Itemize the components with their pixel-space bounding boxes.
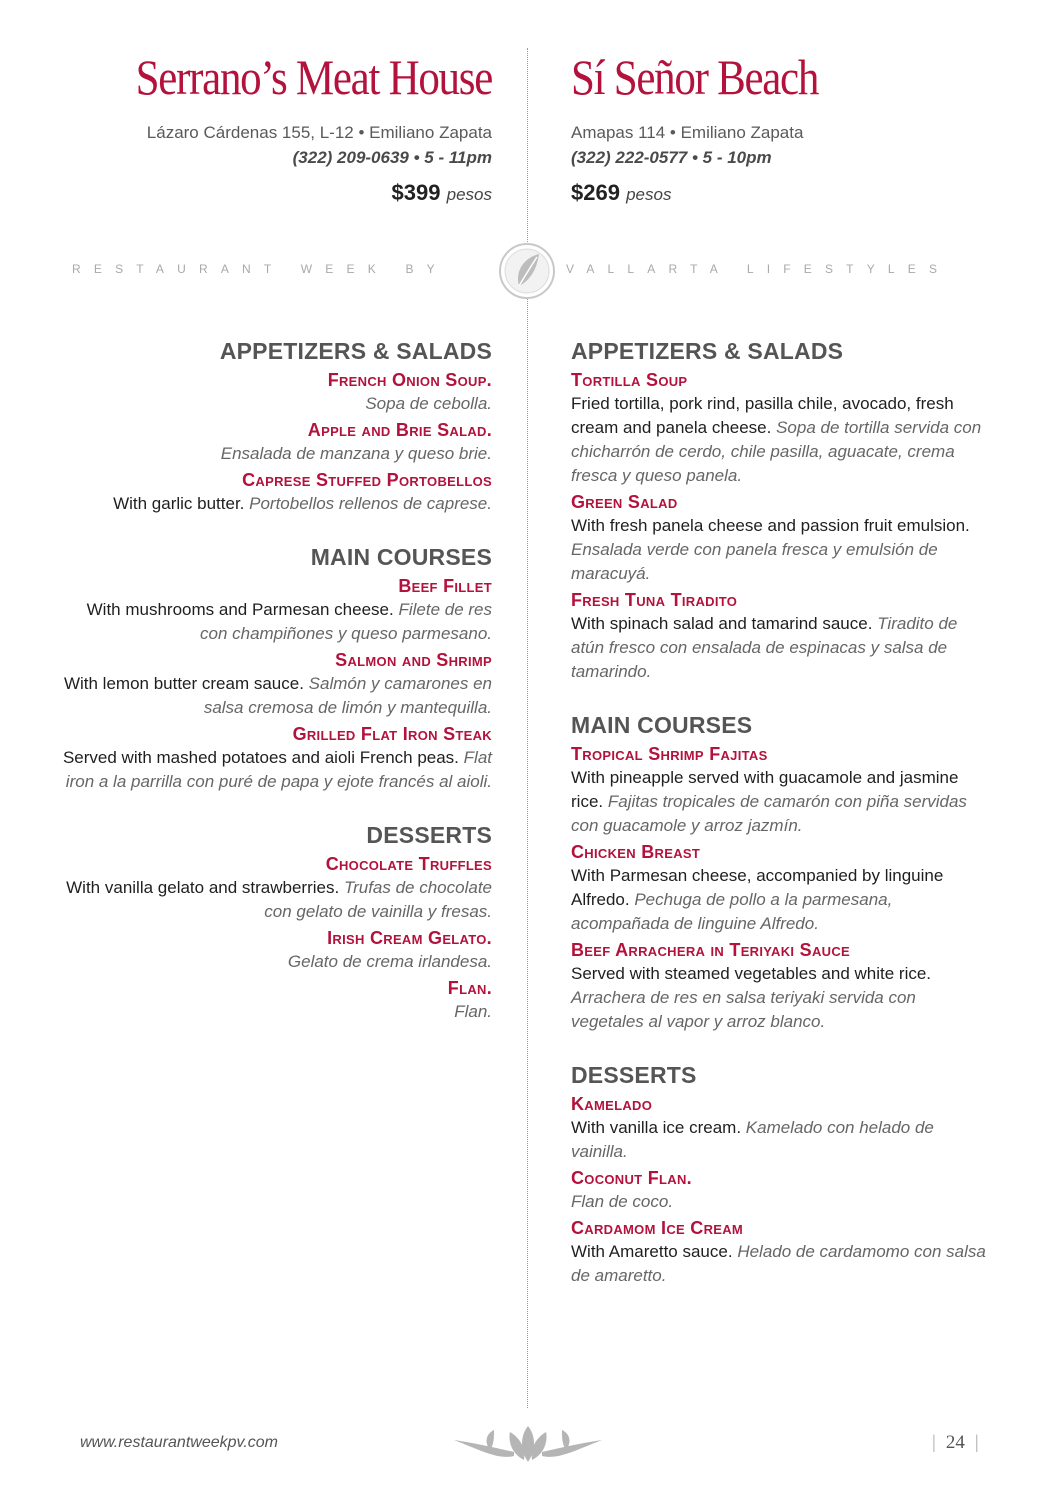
restaurant-name: Sí Señor Beach: [571, 49, 819, 105]
right-restaurant-header: [571, 48, 991, 210]
dish-description-en: With spinach salad and tamarind sauce.: [571, 614, 873, 633]
dish-name: Salmon and Shrimp: [335, 650, 492, 670]
dish-description-en: With mushrooms and Parmesan cheese.: [86, 600, 394, 619]
dish-description-en: Served with mashed potatoes and aioli French peas.: [62, 748, 459, 767]
dish-description: [571, 766, 991, 838]
dish-description-es: Kamelado con helado de vainilla.: [571, 1118, 934, 1161]
dish-description: [571, 1190, 991, 1214]
dish-description-es: Fajitas tropicales de camarón con piña servidas con guacamole y arroz jazmín.: [571, 792, 967, 835]
dish-description: [571, 514, 991, 586]
section-heading: MAIN COURSES: [310, 544, 492, 570]
dish-description: [571, 1240, 991, 1288]
section-heading: DESSERTS: [571, 1062, 697, 1088]
dish-name: Cardamom Ice Cream: [571, 1218, 744, 1238]
dish-name: Chocolate Truffles: [325, 854, 492, 874]
price-unit: pesos: [446, 185, 492, 204]
dish-description: [571, 864, 991, 936]
section-heading: APPETIZERS & SALADS: [219, 338, 492, 364]
left-restaurant-header: [60, 48, 492, 210]
price-amount: $269: [571, 180, 620, 205]
dish-description-es: Arrachera de res en salsa teriyaki servida con vegetales al vapor y arroz blanco.: [571, 988, 916, 1031]
dish-description-es: Portobellos rellenos de caprese.: [249, 494, 492, 513]
dish-description: [60, 1000, 492, 1024]
dish-description: [60, 876, 492, 924]
dish-description-en: With garlic butter.: [113, 494, 245, 513]
dish-description-es: Ensalada de manzana y queso brie.: [220, 444, 492, 463]
banner-right-text: VALLARTA LIFESTYLES: [566, 262, 951, 276]
dish-description: [60, 746, 492, 794]
restaurant-week-banner: [0, 242, 1041, 300]
dish-description-es: Helado de cardamomo con salsa de amaretto.: [571, 1242, 986, 1285]
dish-description-es: Flan.: [454, 1002, 492, 1021]
restaurant-name: Serrano’s Meat House: [135, 49, 492, 105]
dish-description: [60, 442, 492, 466]
dish-description: [60, 672, 492, 720]
floral-ornament-icon: [450, 1420, 606, 1470]
dish-description: [60, 598, 492, 646]
dish-description: [60, 492, 492, 516]
section-heading: APPETIZERS & SALADS: [571, 338, 844, 364]
page-number: [922, 1432, 989, 1454]
dish-description-es: Tiradito de atún fresco con ensalada de espinacas y salsa de tamarindo.: [571, 614, 958, 681]
dish-description-es: Sopa de cebolla.: [365, 394, 492, 413]
price-amount: $399: [391, 180, 441, 205]
page-number-bar-right: |: [974, 1432, 979, 1453]
dish-description-en: With Parmesan cheese, accompanied by linguine Alfredo.: [571, 866, 944, 909]
dish-name: Apple and Brie Salad.: [307, 420, 492, 440]
dish-name: Green Salad: [571, 492, 678, 512]
page-number-value: 24: [945, 1432, 965, 1453]
dish-description: [571, 1116, 991, 1164]
dish-name: Beef Fillet: [398, 576, 492, 596]
dish-name: Kamelado: [571, 1094, 653, 1114]
price-unit: pesos: [626, 185, 672, 204]
dish-description-es: Ensalada verde con panela fresca y emulsión de maracuyá.: [571, 540, 938, 583]
dish-description-es: Filete de res con champiñones y queso parmesano.: [199, 600, 492, 643]
dish-description: [571, 612, 991, 684]
dish-name: Flan.: [447, 978, 492, 998]
dish-description-es: Flan de coco.: [571, 1192, 674, 1211]
section-heading: DESSERTS: [366, 822, 492, 848]
dish-description-es: Gelato de crema irlandesa.: [287, 952, 492, 971]
restaurant-price: [60, 178, 492, 210]
footer-url[interactable]: www.restaurantweekpv.com: [80, 1434, 278, 1451]
restaurant-address: Lázaro Cárdenas 155, L-12 • Emiliano Zapata: [146, 123, 492, 142]
dish-description-es: Pechuga de pollo a la parmesana, acompañada de linguine Alfredo.: [571, 890, 893, 933]
dish-description-en: Fried tortilla, pork rind, pasilla chile, avocado, fresh cream and panela cheese.: [571, 394, 954, 437]
dish-description-en: With pineapple served with guacamole and jasmine rice.: [571, 768, 959, 811]
restaurant-price: [571, 178, 991, 210]
dish-description-en: With vanilla gelato and strawberries.: [66, 878, 340, 897]
restaurant-phone-hours: (322) 222-0577 • 5 - 10pm: [571, 148, 772, 167]
dish-description-es: Salmón y camarones en salsa cremosa de limón y mantequilla.: [203, 674, 492, 717]
restaurant-phone-hours: (322) 209-0639 • 5 - 11pm: [292, 148, 492, 167]
dish-description-en: Served with steamed vegetables and white rice.: [571, 964, 932, 983]
dish-description: [571, 962, 991, 1034]
dish-description-es: Flat iron a la parrilla con puré de papa y ejote francés al aioli.: [65, 748, 492, 791]
dish-name: Fresh Tuna Tiradito: [571, 590, 738, 610]
dish-description: [60, 950, 492, 974]
dish-name: Grilled Flat Iron Steak: [292, 724, 492, 744]
dish-name: Tropical Shrimp Fajitas: [571, 744, 768, 764]
restaurant-address: Amapas 114 • Emiliano Zapata: [571, 123, 804, 142]
dish-description: [571, 392, 991, 488]
dish-description: [60, 392, 492, 416]
dish-name: Beef Arrachera in Teriyaki Sauce: [571, 940, 850, 960]
dish-description-es: Sopa de tortilla servida con chicharrón de cerdo, chile pasilla, aguacate, crema fresca y queso panela.: [571, 418, 982, 485]
dish-name: Tortilla Soup: [571, 370, 688, 390]
dish-name: Coconut Flan.: [571, 1168, 692, 1188]
banner-left-text: RESTAURANT WEEK BY: [72, 262, 448, 276]
left-menu: [60, 336, 492, 1024]
dish-name: Irish Cream Gelato.: [327, 928, 492, 948]
dish-name: Chicken Breast: [571, 842, 701, 862]
page-number-bar-left: |: [932, 1432, 936, 1453]
dish-name: French Onion Soup.: [327, 370, 492, 390]
right-menu: [571, 336, 991, 1288]
dish-description-en: With Amaretto sauce.: [571, 1242, 733, 1261]
leaf-logo-icon: [497, 242, 557, 300]
section-heading: MAIN COURSES: [571, 712, 753, 738]
dish-description-en: With vanilla ice cream.: [571, 1118, 742, 1137]
dish-description-en: With lemon butter cream sauce.: [63, 674, 304, 693]
dish-description-en: With fresh panela cheese and passion fruit emulsion.: [571, 516, 970, 535]
dish-name: Caprese Stuffed Portobellos: [242, 470, 492, 490]
dish-description-es: Trufas de chocolate con gelato de vainilla y fresas.: [264, 878, 492, 921]
